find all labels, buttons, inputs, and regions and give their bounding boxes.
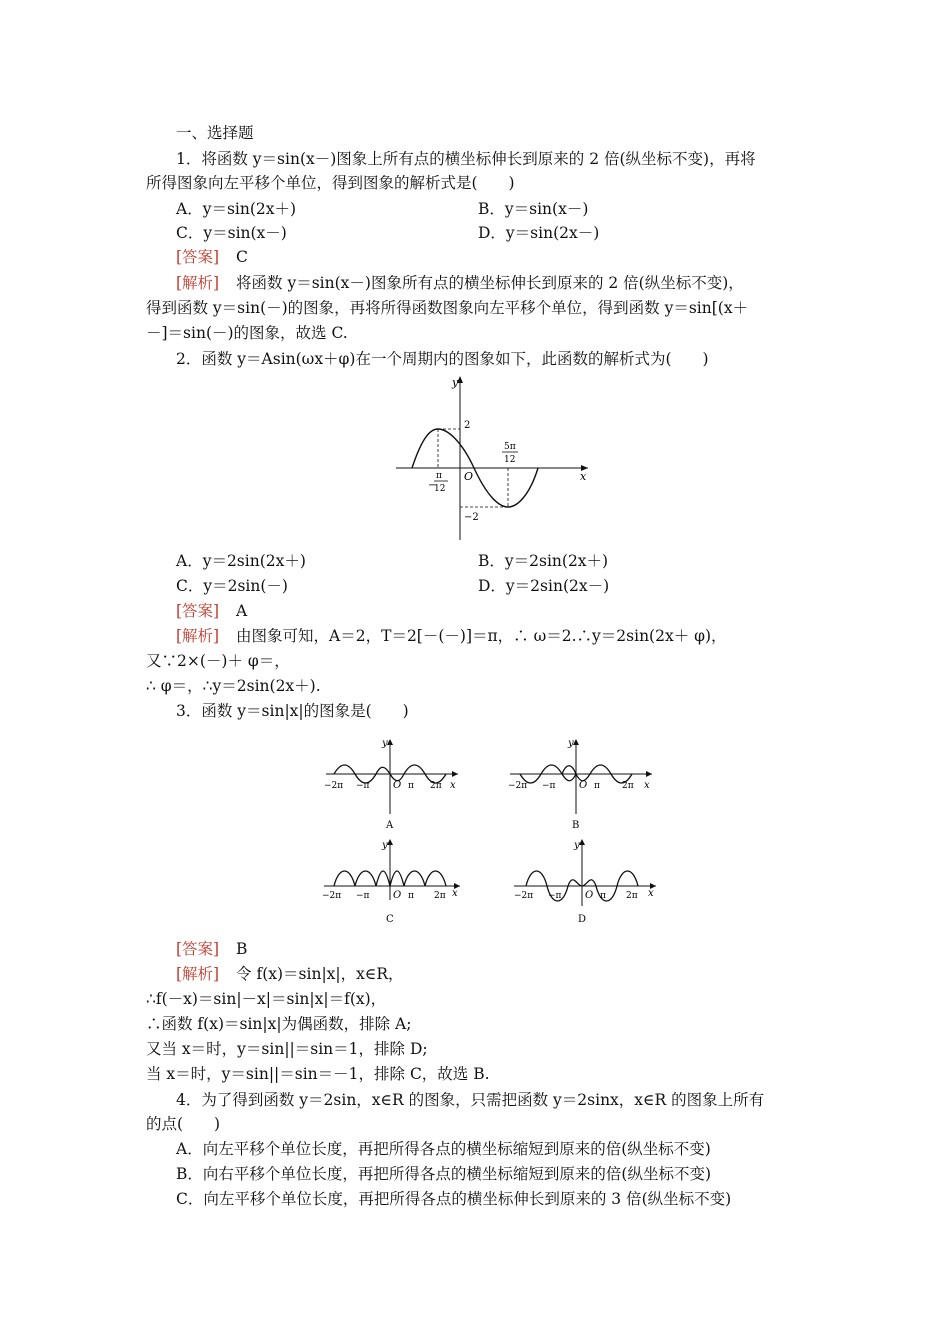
q4-stem-line1: 4．为了得到函数 y＝2sin，x∈R 的图象，只需把函数 y＝2sinx，x∈R 的图象上所有 (176, 1091, 765, 1109)
answer-tag: [答案] (176, 602, 220, 620)
origin-label: O (393, 890, 402, 901)
tick-neg-2pi: −2π (514, 891, 534, 901)
q1-analysis-line3: －]＝sin(－)的图象，故选 C. (146, 324, 348, 342)
q1-analysis-line2: 得到函数 y＝sin(－)的图象，再将所得函数图象向左平移个单位，得到函数 y＝sin[(x＋ (146, 299, 749, 317)
answer-tag: [答案] (176, 940, 220, 958)
answer-value: C (236, 248, 248, 266)
tick-neg-pi: −π (356, 781, 370, 791)
q3-analysis-line3: ∴函数 f(x)＝sin|x|为偶函数，排除 A; (146, 1015, 412, 1033)
q2-answer (176, 600, 247, 622)
tick-2pi: 2π (626, 891, 638, 901)
section-heading: 一、选择题 (176, 124, 254, 142)
q1-option-c: C．y＝sin(x－) (176, 224, 287, 242)
q1-option-b: B．y＝sin(x－) (478, 200, 589, 218)
tick-neg-2pi: −2π (508, 781, 528, 791)
x-label: x (648, 888, 654, 899)
tick-neg-pi: −π (548, 891, 562, 901)
tick-2pi: 2π (434, 891, 446, 901)
tick-pi: π (408, 891, 414, 901)
q4-option-c: C．向左平移个单位长度，再把所得各点的横坐标伸长到原来的 3 倍(纵坐标不变) (176, 1190, 732, 1208)
q2-stem: 2．函数 y＝Asin(ωx＋φ)在一个周期内的图象如下，此函数的解析式为( ) (176, 350, 709, 368)
graph-letter: B (572, 820, 580, 831)
tick-neg-2pi: −2π (324, 781, 344, 791)
answer-value: B (236, 940, 248, 958)
q1-stem-line1: 1．将函数 y＝sin(x－)图象上所有点的横坐标伸长到原来的 2 倍(纵坐标不变)，再将 (176, 150, 756, 168)
y-label: y (382, 840, 388, 851)
analysis-text: 由图象可知，A＝2，T＝2[－(－)]＝π，∴ ω＝2.∴y＝2sin(2x＋ φ)， (236, 627, 727, 645)
q1-answer (176, 246, 248, 268)
y-axis-label: y (452, 376, 459, 389)
origin-label: O (579, 780, 588, 791)
q3-analysis-line4: 又当 x＝时，y＝sin||＝sin＝1，排除 D; (146, 1040, 428, 1058)
graph-letter: D (578, 914, 587, 925)
x-label: x (644, 780, 650, 791)
analysis-tag: [解析] (176, 274, 220, 292)
left-tick-denominator: 12 (434, 484, 446, 494)
tick-2pi: 2π (622, 781, 634, 791)
graph-letter: C (386, 914, 394, 925)
tick-pi: π (408, 781, 414, 791)
right-tick-denominator: 12 (504, 455, 516, 465)
analysis-tag: [解析] (176, 627, 220, 645)
graph-letter: A (386, 820, 394, 831)
q3-analysis-line2: ∴f(－x)＝sin|－x|＝sin|x|＝f(x)， (146, 990, 387, 1008)
q1-option-a: A．y＝sin(2x＋) (176, 200, 297, 218)
q3-graph-d (510, 836, 660, 932)
q1-option-d: D．y＝sin(2x－) (478, 224, 600, 242)
origin-label: O (585, 890, 594, 901)
y-label: y (574, 840, 580, 851)
tick-pi: π (600, 891, 606, 901)
q4-option-b: B．向右平移个单位长度，再把所得各点的横坐标缩短到原来的倍(纵坐标不变) (176, 1165, 711, 1183)
left-tick-numerator: π (436, 471, 442, 481)
y-label: y (568, 738, 574, 749)
q2-sine-graph (390, 372, 600, 544)
answer-value: A (236, 602, 248, 620)
origin-label: O (393, 780, 402, 791)
q1-stem-line2: 所得图象向左平移个单位，得到图象的解析式是( ) (146, 174, 515, 192)
tick-neg-pi: −π (542, 781, 556, 791)
q2-option-c: C．y＝2sin(－) (176, 577, 288, 595)
max-label: 2 (464, 420, 471, 431)
q2-analysis-line1 (176, 625, 727, 647)
q2-option-d: D．y＝2sin(2x－) (478, 577, 610, 595)
q2-option-a: A．y＝2sin(2x＋) (176, 552, 306, 570)
tick-pi: π (594, 781, 600, 791)
q2-option-b: B．y＝2sin(2x＋) (478, 552, 609, 570)
analysis-text: 将函数 y＝sin(x－)图象所有点的横坐标伸长到原来的 2 倍(纵坐标不变)， (236, 274, 744, 292)
x-label: x (452, 888, 458, 899)
analysis-text: 令 f(x)＝sin|x|，x∈R， (236, 965, 404, 983)
q3-graph-a (322, 736, 462, 832)
tick-neg-pi: −π (356, 891, 370, 901)
answer-tag: [答案] (176, 248, 220, 266)
q3-analysis-line5: 当 x＝时，y＝sin||＝sin＝－1，排除 C，故选 B. (146, 1065, 490, 1083)
right-tick-numerator: 5π (504, 442, 516, 452)
q3-analysis-line1 (176, 963, 404, 985)
q3-answer (176, 938, 247, 960)
q4-stem-line2: 的点( ) (146, 1115, 221, 1133)
left-tick-sign: − (428, 480, 437, 491)
tick-2pi: 2π (430, 781, 442, 791)
q3-stem: 3．函数 y＝sin|x|的图象是( ) (176, 702, 409, 720)
origin-label: O (464, 470, 474, 483)
min-label: −2 (464, 512, 479, 523)
q4-option-a: A．向左平移个单位长度，再把所得各点的横坐标缩短到原来的倍(纵坐标不变) (176, 1140, 711, 1158)
q3-graph-c (320, 836, 470, 932)
analysis-tag: [解析] (176, 965, 220, 983)
y-label: y (382, 738, 388, 749)
q2-analysis-line3: ∴ φ＝，∴y＝2sin(2x＋). (146, 677, 321, 695)
x-axis-label: x (580, 470, 587, 483)
q3-graph-b (506, 736, 656, 832)
tick-neg-2pi: −2π (322, 891, 342, 901)
q1-analysis-line1 (176, 272, 744, 294)
x-label: x (450, 780, 456, 791)
q2-analysis-line2: 又∵2×(－)＋ φ＝， (146, 652, 290, 670)
